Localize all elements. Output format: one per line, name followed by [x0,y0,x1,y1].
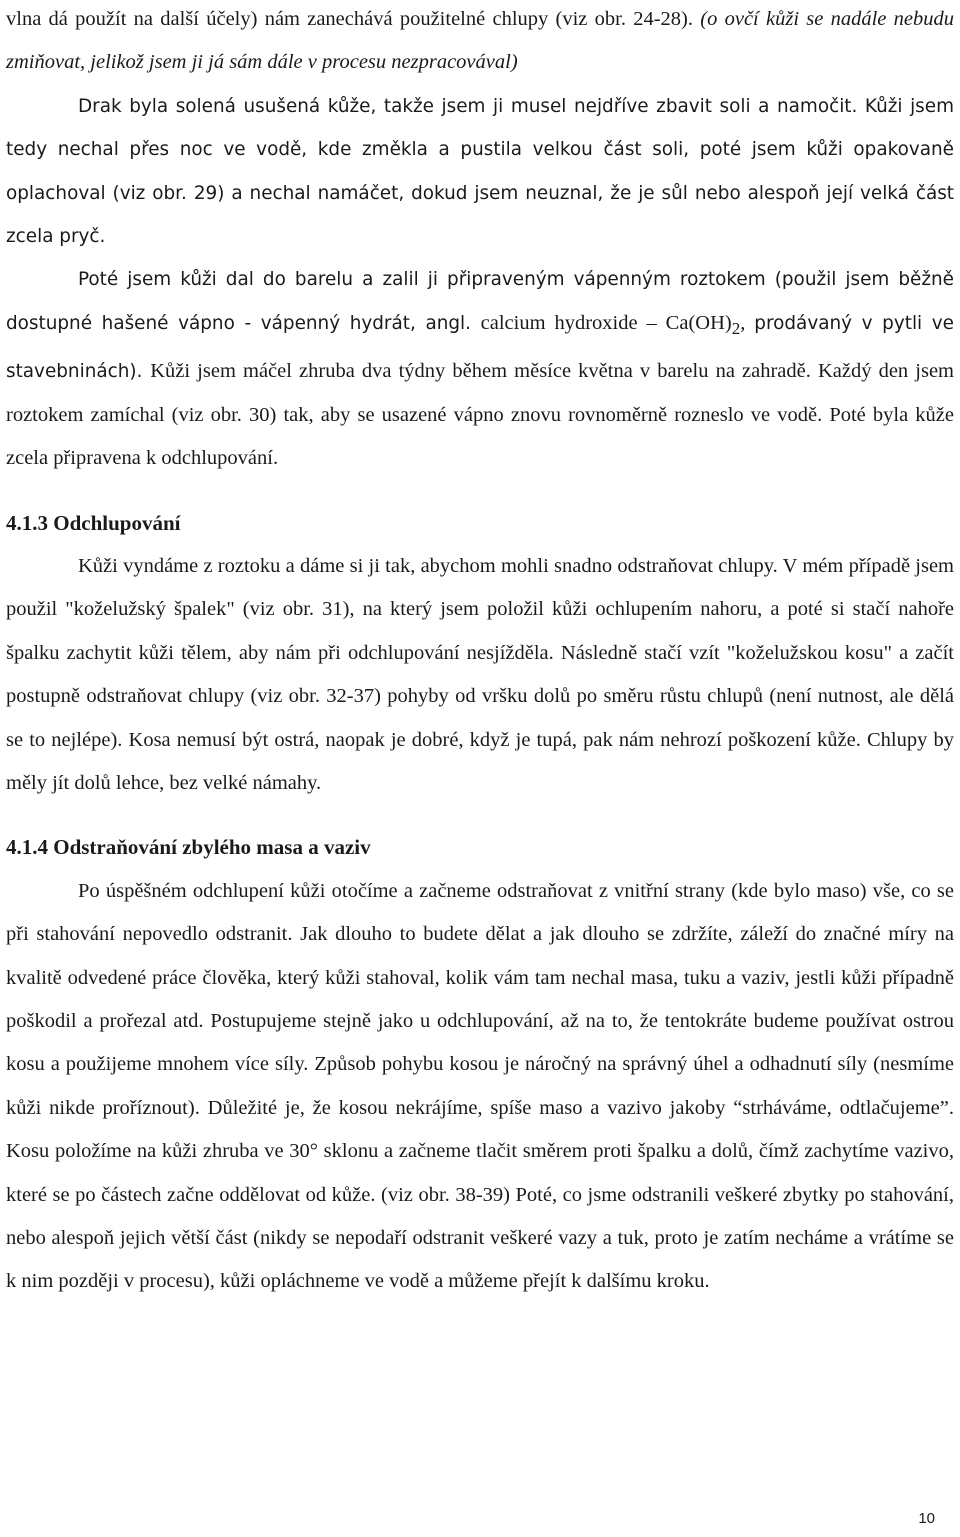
paragraph-soaking [6,85,954,259]
paragraph-text: 29) a nechal namáčet, dokud jsem neuznal, že je sůl nebo alespoň její velká část zcela pryč. [6,182,955,248]
paragraph-odchlupovani: Kůži vyndáme z roztoku a dáme si ji tak, abychom mohli snadno odstraňovat chlupy. V mém případě jsem použil "koželužský špalek" (viz obr. 31), na který jsem položil kůži ochlupením nahoru, a poté si stačí nahoře špalku zachytit kůži tělem, aby nám při odchlupování nesjížděla. Následně stačí vzít "koželužskou kosu" a začít postupně odstraňovat chlupy (viz obr. 32-37) pohyby od vršku dolů po směru růstu chlupů (není nutnost, ale dělá se to nejlépe). Kosa nemusí být ostrá, naopak je dobré, když je tupá, pak nám nehrozí poškození kůže. Chlupy by měly jít dolů lehce, bez velké námahy. [6,554,954,794]
paragraph-text: , [740,311,755,334]
paragraph-text: Drak byla solená usušená kůže, takže jsem ji musel nejdříve zbavit soli a namočit. Kůži jsem tedy nechal přes noc ve vodě, kde změkla a pustila velkou část soli, poté jsem kůži opakovaně oplachoval (viz obr. [6,95,954,204]
paragraph-text: prodávaný v pytli ve stavebninách). [6,312,955,383]
subscript: 2 [731,318,741,338]
page-number: 10 [918,1510,935,1527]
paragraph-odstranovani-masa: Po úspěšném odchlupení kůži otočíme a začneme odstraňovat z vnitřní strany (kde bylo maso) vše, co se při stahování nepovedlo odstranit. Jak dlouho to budete dělat a jak dlouho se zdržíte, záleží do značné míry na kvalitě odvedené práce člověka, který kůži stahoval, kolik vám tam nechal masa, tuku a vaziv, jestli kůži případně poškodil a prořezal atd. Postupujeme stejně jako u odchlupování, až na to, že tentokráte budeme používat ostrou kosu a použijeme mnohem více síly. Způsob pohybu kosou je náročný na správný úhel a odhadnutí síly (nesmíme kůži nikde proříznout). Důležité je, že kosou nekrájíme, spíše maso a vazivo jakoby “strháváme, odtlačujeme”. Kosu položíme na kůži zhruba ve 30° sklonu a začneme tlačit směrem proti špalku a dolů, čímž zachytíme vazivo, které se po částech začne oddělovat od kůže. (viz obr. 38-39) Poté, co jsme odstranili veškeré zbytky po stahování, nebo alespoň jejich větší část (nikdy se nepodaří odstranit veškeré vazy a tuk, proto je zatím necháme a vrátíme se k nim později v procesu), kůži opláchneme ve vodě a můžeme přejít k dalšímu kroku. [6,879,954,1293]
paragraph-text: Kůži jsem máčel zhruba dva týdny během měsíce května v barelu na zahradě. Každý den jsem roztokem zamíchal (viz obr. 30) tak, aby se usazené vápno znovu rovnoměrně rozneslo ve vodě. Poté byla kůže zcela připravena k odchlupování. [6,360,954,470]
paragraph-liming [6,258,954,480]
italic-note: (o ovčí kůži se nadále nebudu zmiňovat, jelikož jsem ji já sám dále v procesu nezpracovával) [6,8,954,74]
paragraph-text: vlna dá použít na další účely) nám zanechává použitelné chlupy (viz obr. 24-28). [6,8,701,30]
section-heading-odstranovani-masa: 4.1.4 Odstraňování zbylého masa a vaziv [6,835,371,860]
paragraph-text: Poté jsem kůži dal do barelu a zalil ji připraveným vápenným roztokem (použil jsem běžně dostupné hašené vápno - vápenný hydrát, angl. [6,269,954,334]
section-heading-odchlupovani: 4.1.3 Odchlupování [6,510,181,535]
paragraph-continued [6,0,954,85]
document-page [6,0,954,1304]
paragraph-text: calcium hydroxide – Ca(OH) [480,311,732,334]
